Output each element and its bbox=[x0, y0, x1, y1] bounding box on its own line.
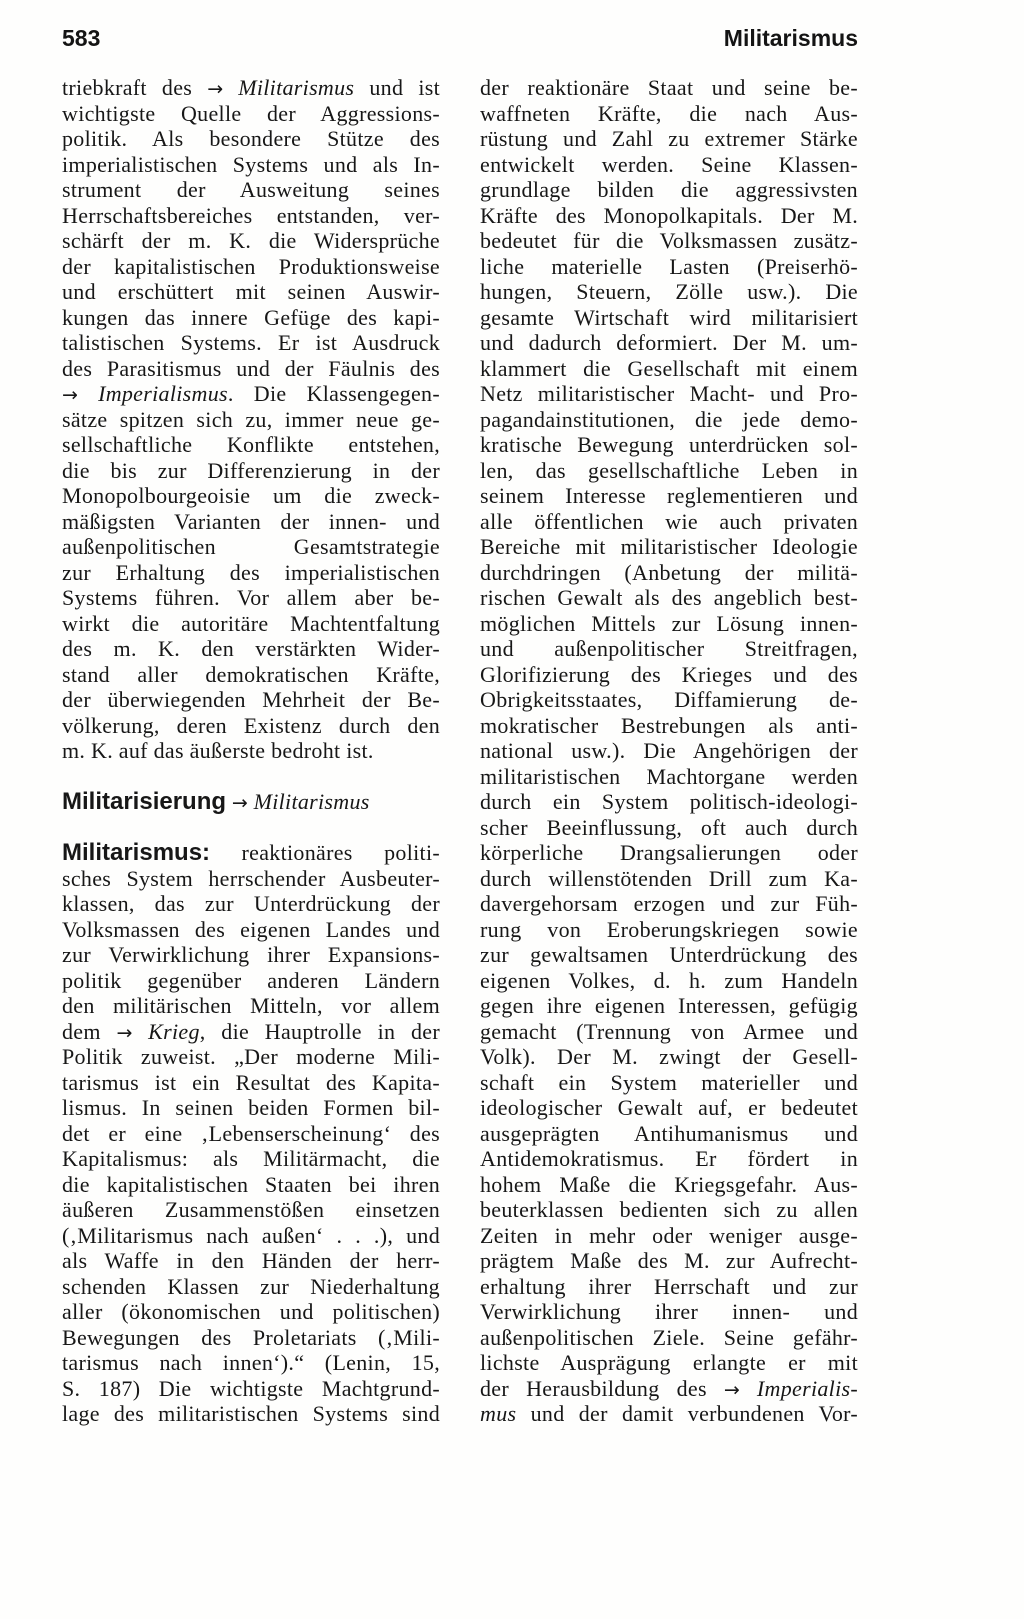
arrow-icon: → bbox=[207, 78, 224, 100]
line-text: S. 187) Die wichtigste Machtgrund- bbox=[62, 1375, 440, 1401]
text-line bbox=[62, 1325, 440, 1351]
line-text: Kräfte des Monopolkapitals. Der M. bbox=[480, 202, 858, 228]
text-line bbox=[480, 1223, 858, 1249]
text-line bbox=[62, 687, 440, 713]
text-line bbox=[480, 203, 858, 229]
line-text: schenden Klassen zur Niederhaltung bbox=[62, 1273, 440, 1299]
text-line bbox=[480, 1274, 858, 1300]
line-text: als Waffe in den Händen der herr- bbox=[62, 1248, 440, 1273]
text-line bbox=[62, 177, 440, 203]
text-line bbox=[480, 1121, 858, 1147]
right-column bbox=[480, 75, 858, 1427]
line-text: dem bbox=[62, 1018, 117, 1044]
line-text: klassen, das zur Unterdrückung der bbox=[62, 891, 440, 916]
line-text: politik. Als besondere Stütze des bbox=[62, 126, 440, 151]
line-text: gemacht (Trennung von Armee und bbox=[480, 1018, 858, 1044]
line-text: zur gewaltsamen Unterdrückung des bbox=[480, 942, 858, 967]
dictionary-entry bbox=[62, 840, 440, 1427]
line-text: des Parasitismus und der Fäulnis des bbox=[62, 355, 440, 381]
text-line bbox=[62, 1095, 440, 1121]
line-text: durch willenstötenden Drill zum Ka- bbox=[480, 865, 858, 891]
text-line bbox=[62, 713, 440, 739]
line-text: Systems führen. Vor allem aber be- bbox=[62, 585, 440, 610]
line-text: grundlage bilden die aggressivsten bbox=[480, 177, 858, 202]
text-line bbox=[62, 1121, 440, 1147]
dictionary-entry-continued bbox=[480, 75, 858, 1427]
headword: Militarisierung bbox=[62, 788, 227, 815]
line-text: triebkraft des bbox=[62, 75, 208, 100]
arrow-icon: → bbox=[723, 1378, 740, 1401]
arrow-icon: → bbox=[231, 792, 248, 814]
text-line bbox=[480, 636, 858, 662]
line-text bbox=[223, 75, 238, 100]
line-text: kungen das innere Gefüge des kapi- bbox=[62, 304, 440, 330]
cross-reference: Krieg bbox=[148, 1018, 200, 1044]
text-line bbox=[480, 407, 858, 433]
text-line bbox=[480, 815, 858, 841]
line-text: der reaktionäre Staat und seine be- bbox=[480, 75, 858, 100]
line-text: bedeutet für die Volksmassen zusätz- bbox=[480, 228, 858, 253]
text-line bbox=[480, 968, 858, 994]
text-line bbox=[480, 356, 858, 382]
line-text: aller (ökonomischen und politischen) bbox=[62, 1299, 440, 1324]
text-line bbox=[62, 458, 440, 484]
line-text: mokratischer Bestrebungen als anti- bbox=[480, 712, 858, 738]
line-text: die bis zur Differenzierung in der bbox=[62, 457, 440, 483]
line-text: len, das gesellschaftliche Leben in bbox=[480, 457, 858, 483]
line-text: tarismus nach innen‘).“ (Lenin, 15, bbox=[62, 1350, 440, 1375]
text-line bbox=[62, 75, 440, 101]
text-line bbox=[62, 917, 440, 943]
line-text: Volksmassen des eigenen Landes und bbox=[62, 916, 440, 942]
text-line bbox=[480, 942, 858, 968]
text-line bbox=[62, 407, 440, 433]
line-text: und der damit verbundenen Vor- bbox=[516, 1401, 858, 1426]
text-line bbox=[62, 738, 440, 764]
line-text: hohem Maße die Kriegsgefahr. Aus- bbox=[480, 1171, 858, 1197]
text-line bbox=[480, 509, 858, 535]
text-line bbox=[62, 1274, 440, 1300]
text-line bbox=[62, 381, 440, 407]
line-text bbox=[132, 1019, 148, 1044]
text-line bbox=[62, 840, 440, 866]
line-text: erhaltung ihrer Herrschaft und zur bbox=[480, 1273, 858, 1299]
line-text: pagandainstitutionen, die jede demo- bbox=[480, 406, 858, 432]
text-line bbox=[62, 611, 440, 637]
text-line bbox=[62, 1248, 440, 1274]
line-text: imperialistischen Systems und als In- bbox=[62, 151, 440, 177]
text-line bbox=[62, 228, 440, 254]
line-text: Bereiche mit militaristischer Ideologie bbox=[480, 534, 858, 559]
line-text: militaristischen Machtorgane werden bbox=[480, 763, 858, 789]
text-line bbox=[62, 279, 440, 305]
line-text: liche materielle Lasten (Preiserhö- bbox=[480, 253, 858, 279]
line-text: m. K. auf das äußerste bedroht ist. bbox=[62, 738, 374, 763]
line-text: und erschüttert mit seinen Auswir- bbox=[62, 279, 440, 304]
text-line bbox=[62, 483, 440, 509]
text-line bbox=[62, 1172, 440, 1198]
line-text: durchdringen (Anbetung der militä- bbox=[480, 559, 858, 585]
line-text: körperliche Drangsalierungen oder bbox=[480, 840, 858, 865]
line-text: und dadurch deformiert. Der M. um- bbox=[480, 330, 858, 355]
text-line bbox=[480, 305, 858, 331]
text-line bbox=[62, 152, 440, 178]
text-line bbox=[62, 126, 440, 152]
text-line bbox=[480, 764, 858, 790]
text-line bbox=[480, 891, 858, 917]
cross-reference-entry bbox=[62, 789, 440, 815]
line-text: Bewegungen des Proletariats (‚Mili- bbox=[62, 1324, 440, 1350]
cross-reference: mus bbox=[480, 1401, 517, 1426]
text-line bbox=[480, 789, 858, 815]
text-line bbox=[480, 611, 858, 637]
text-line bbox=[480, 126, 858, 152]
line-text: zur Verwirklichung ihrer Expansions- bbox=[62, 942, 440, 967]
line-text: sätze spitzen sich zu, immer neue ge- bbox=[62, 406, 440, 432]
line-text bbox=[740, 1376, 757, 1401]
text-line bbox=[62, 203, 440, 229]
line-text: klammert die Gesellschaft mit einem bbox=[480, 355, 858, 381]
arrow-icon: → bbox=[116, 1021, 133, 1044]
line-text: entwickelt werden. Seine Klassen- bbox=[480, 151, 858, 177]
text-line bbox=[480, 1044, 858, 1070]
line-text: Politik zuweist. „Der moderne Mili- bbox=[62, 1044, 440, 1069]
line-text: völkerung, deren Existenz durch den bbox=[62, 712, 440, 738]
text-line bbox=[480, 1325, 858, 1351]
line-text: alle öffentlichen wie auch privaten bbox=[480, 508, 858, 534]
text-line bbox=[62, 942, 440, 968]
line-text: waffneten Kräfte, die nach Aus- bbox=[480, 100, 858, 126]
text-line bbox=[62, 509, 440, 535]
line-text: scher Beeinflussung, oft auch durch bbox=[480, 814, 858, 840]
text-line bbox=[480, 840, 858, 866]
text-line bbox=[480, 1172, 858, 1198]
line-text: rung von Eroberungskriegen sowie bbox=[480, 916, 858, 942]
text-line bbox=[62, 330, 440, 356]
text-line bbox=[62, 1019, 440, 1045]
line-text: die kapitalistischen Staaten bei ihren bbox=[62, 1171, 440, 1197]
text-line bbox=[480, 483, 858, 509]
line-text: (‚Militarismus nach außen‘ . . .), und bbox=[62, 1222, 440, 1248]
line-text: Antidemokratismus. Er fördert in bbox=[480, 1146, 858, 1171]
headword: Militarismus: bbox=[62, 839, 211, 866]
line-text: seinem Interesse reglementieren und bbox=[480, 483, 858, 508]
text-line bbox=[62, 1146, 440, 1172]
text-line bbox=[62, 636, 440, 662]
entry-continuation bbox=[62, 75, 440, 764]
cross-reference: Imperialismus bbox=[98, 381, 228, 406]
text-line bbox=[62, 560, 440, 586]
cross-reference: Militarismus bbox=[253, 789, 370, 814]
text-line bbox=[62, 1299, 440, 1325]
text-line bbox=[62, 968, 440, 994]
text-line bbox=[480, 458, 858, 484]
line-text: talistischen Systems. Er ist Ausdruck bbox=[62, 330, 440, 355]
line-text bbox=[78, 381, 98, 406]
line-text: Zeiten in mehr oder weniger ausge- bbox=[480, 1222, 858, 1248]
line-text: rischen Gewalt als des angeblich best- bbox=[480, 585, 858, 610]
line-text: eigenen Volkes, d. h. zum Handeln bbox=[480, 967, 858, 993]
cross-reference: Militarismus bbox=[238, 75, 355, 100]
line-text: davergehorsam erzogen und zur Füh- bbox=[480, 891, 858, 916]
line-text: . Die Klassengegen- bbox=[227, 381, 440, 406]
text-line bbox=[480, 432, 858, 458]
text-line bbox=[480, 1376, 858, 1402]
text-line bbox=[480, 1070, 858, 1096]
cross-reference: Imperialis- bbox=[756, 1375, 858, 1401]
line-text: Herrschaftsbereiches entstanden, ver- bbox=[62, 202, 440, 228]
text-line bbox=[480, 560, 858, 586]
line-text: der überwiegenden Mehrheit der Be- bbox=[62, 687, 440, 712]
line-text: kratische Bewegung unterdrücken sol- bbox=[480, 432, 858, 457]
text-line bbox=[62, 1044, 440, 1070]
text-line bbox=[480, 1095, 858, 1121]
line-text: ausgeprägten Antihumanismus und bbox=[480, 1120, 858, 1146]
line-text: und ist bbox=[354, 75, 441, 100]
line-text: mäßigsten Varianten der innen- und bbox=[62, 508, 440, 534]
line-text: Netz militaristischer Macht- und Pro- bbox=[480, 381, 858, 406]
text-line bbox=[480, 1019, 858, 1045]
text-line bbox=[62, 993, 440, 1019]
line-text: lichste Ausprägung erlangte er mit bbox=[480, 1350, 858, 1375]
line-text: det er eine ‚Lebenserscheinung‘ des bbox=[62, 1120, 440, 1146]
text-line bbox=[62, 891, 440, 917]
line-text: äußeren Zusammenstößen einsetzen bbox=[62, 1197, 440, 1222]
text-line bbox=[480, 738, 858, 764]
text-line bbox=[62, 866, 440, 892]
line-text: sches System herrschender Ausbeuter- bbox=[62, 865, 440, 891]
line-text: Glorifizierung des Krieges und des bbox=[480, 661, 858, 687]
text-line bbox=[480, 279, 858, 305]
text-line bbox=[480, 1350, 858, 1376]
line-text: schaft ein System materieller und bbox=[480, 1069, 858, 1095]
text-line bbox=[480, 687, 858, 713]
text-line bbox=[62, 254, 440, 280]
line-text: möglichen Mittels zur Lösung innen- bbox=[480, 610, 858, 636]
text-line bbox=[480, 1401, 858, 1427]
text-line bbox=[480, 1197, 858, 1223]
text-line bbox=[480, 662, 858, 688]
text-line bbox=[62, 662, 440, 688]
text-line bbox=[480, 381, 858, 407]
line-text: reaktionäres politi- bbox=[210, 840, 440, 865]
line-text: Verwirklichung ihrer innen- und bbox=[480, 1299, 858, 1324]
line-text: der Herausbildung des bbox=[480, 1375, 724, 1401]
text-line bbox=[62, 789, 440, 815]
text-line bbox=[480, 866, 858, 892]
line-text: , die Hauptrolle in der bbox=[199, 1018, 440, 1044]
text-line bbox=[480, 228, 858, 254]
text-line bbox=[62, 1223, 440, 1249]
text-line bbox=[480, 1248, 858, 1274]
page-number: 583 bbox=[62, 25, 101, 51]
line-text: wichtigste Quelle der Aggressions- bbox=[62, 100, 440, 126]
text-line bbox=[480, 534, 858, 560]
line-text: lage des militaristischen Systems sind bbox=[62, 1401, 440, 1426]
line-text: außenpolitischen Gesamtstrategie bbox=[62, 534, 440, 559]
arrow-icon: → bbox=[62, 384, 78, 406]
line-text: durch ein System politisch-ideologi- bbox=[480, 789, 858, 814]
line-text: Obrigkeitsstaates, Diffamierung de- bbox=[480, 687, 858, 712]
line-text: schärft der m. K. die Widersprüche bbox=[62, 228, 440, 253]
line-text: außenpolitischen Ziele. Seine gefähr- bbox=[480, 1324, 858, 1350]
text-line bbox=[62, 1376, 440, 1402]
text-line bbox=[480, 177, 858, 203]
text-line bbox=[480, 713, 858, 739]
line-text: national usw.). Die Angehörigen der bbox=[480, 738, 858, 763]
text-line bbox=[62, 1350, 440, 1376]
line-text: Volk). Der M. zwingt der Gesell- bbox=[480, 1044, 858, 1069]
text-line bbox=[480, 917, 858, 943]
line-text: politik gegenüber anderen Ländern bbox=[62, 967, 440, 993]
text-line bbox=[62, 305, 440, 331]
running-head: Militarismus bbox=[723, 25, 858, 51]
text-line bbox=[62, 432, 440, 458]
text-line bbox=[480, 101, 858, 127]
line-text: den militärischen Mitteln, vor allem bbox=[62, 993, 440, 1018]
text-line bbox=[480, 75, 858, 101]
line-text: wirkt die autoritäre Machtentfaltung bbox=[62, 610, 440, 636]
line-text: ideologischer Gewalt auf, er bedeutet bbox=[480, 1095, 858, 1120]
line-text: und außenpolitischer Streitfragen, bbox=[480, 636, 858, 661]
text-line bbox=[480, 330, 858, 356]
line-text: prägtem Maße des M. zur Aufrecht- bbox=[480, 1248, 858, 1273]
left-column bbox=[62, 75, 440, 1427]
text-line bbox=[480, 1299, 858, 1325]
line-text: der kapitalistischen Produktionsweise bbox=[62, 253, 440, 279]
text-line bbox=[480, 152, 858, 178]
text-line bbox=[62, 1401, 440, 1427]
text-line bbox=[480, 993, 858, 1019]
text-line bbox=[62, 585, 440, 611]
line-text: gesamte Wirtschaft wird militarisiert bbox=[480, 304, 858, 330]
text-line bbox=[62, 356, 440, 382]
text-line bbox=[480, 1146, 858, 1172]
text-line bbox=[480, 585, 858, 611]
line-text: lismus. In seinen beiden Formen bil- bbox=[62, 1095, 440, 1120]
line-text: rüstung und Zahl zu extremer Stärke bbox=[480, 126, 858, 151]
line-text: des m. K. den verstärkten Wider- bbox=[62, 636, 440, 661]
line-text: beuterklassen bedienten sich zu allen bbox=[480, 1197, 858, 1222]
line-text: Kapitalismus: als Militärmacht, die bbox=[62, 1146, 440, 1171]
text-line bbox=[62, 1197, 440, 1223]
line-text: stand aller demokratischen Kräfte, bbox=[62, 661, 440, 687]
text-line bbox=[62, 1070, 440, 1096]
line-text: gegen ihre eigenen Interessen, gefügig bbox=[480, 993, 858, 1018]
line-text: strument der Ausweitung seines bbox=[62, 177, 440, 202]
line-text: sellschaftliche Konflikte entstehen, bbox=[62, 432, 440, 457]
text-line bbox=[62, 534, 440, 560]
line-text: hungen, Steuern, Zölle usw.). Die bbox=[480, 279, 858, 304]
text-line bbox=[62, 101, 440, 127]
text-line bbox=[480, 254, 858, 280]
line-text: tarismus ist ein Resultat des Kapita- bbox=[62, 1069, 440, 1095]
line-text: Monopolbourgeoisie um die zweck- bbox=[62, 483, 440, 508]
line-text: zur Erhaltung des imperialistischen bbox=[62, 559, 440, 585]
